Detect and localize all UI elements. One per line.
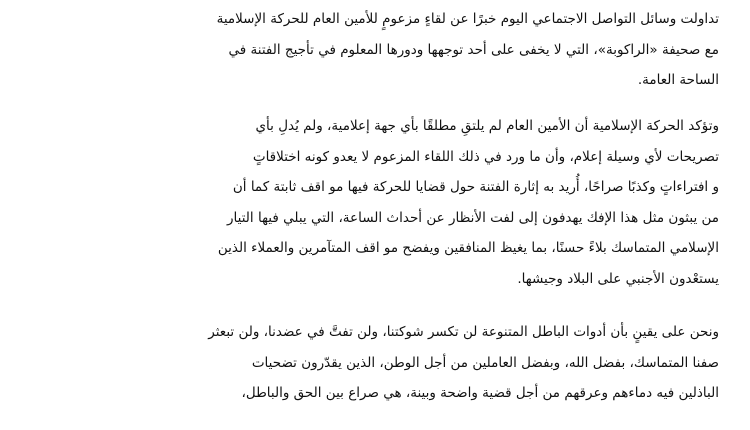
paragraph-line: مع صحيفة «الراكوبة»، التي لا يخفى على أحد توجهها ودورها المعلوم في تأجيج الفتنة في [228, 41, 719, 58]
paragraph-line: و افتراءاتٍ وكذبًا صراحًا، أُريد به إثارة الفتنة حول قضايا للحركة فيها مو اقف ثابتة كما أن [232, 179, 719, 195]
paragraph-line: تداولت وسائل التواصل الاجتماعي اليوم خبرًا عن لقاءٍ مزعومٍ للأمين العام للحركة الإسلامية [216, 11, 719, 27]
paragraph-line: الساحة العامة. [637, 72, 719, 88]
paragraph-2 [52, 111, 719, 294]
paragraph-line: ونحن على يقينٍ بأن أدوات الباطل المتنوعة لن تكسر شوكتنا، ولن تفتَّ في عضدنا، ولن تبعثر [208, 324, 719, 340]
paragraph-line: يستعْدون الأجنبي على البلاد وجيشها. [517, 270, 719, 287]
paragraph-line: من يبثون مثل هذا الإفك يهدفون إلى لفت الأنظار عن أحداث الساعة، التي يبلي فيها التيار [227, 209, 719, 226]
paragraph-line: وتؤكد الحركة الإسلامية أن الأمين العام لم يلتقِ مطلقًا بأي جهة إعلامية، ولم يُدلِ بأي [255, 118, 719, 134]
paragraph-line: تصريحات لأي وسيلة إعلام، وأن ما ورد في ذلك اللقاء المزعوم لا يعدو كونه اختلاقاتٍ [252, 148, 719, 165]
paragraph-line: الإسلامي المتماسك بلاءً حسنًا، بما يغيظ المنافقين ويفضح مو اقف المتآمرين والعملاء الذين [217, 240, 719, 256]
paragraph-3 [52, 317, 719, 409]
paragraph-1 [52, 4, 719, 96]
paragraph-line: صفنا المتماسك، بفضل الله، وبفضل العاملين من أجل الوطن، الذين يقدّرون تضحيات [251, 354, 719, 371]
paragraph-line: الباذلين فيه دماءهم وعرقهم من أجل قضية واضحة وبينة، هي صراع بين الحق والباطل، [241, 385, 719, 401]
